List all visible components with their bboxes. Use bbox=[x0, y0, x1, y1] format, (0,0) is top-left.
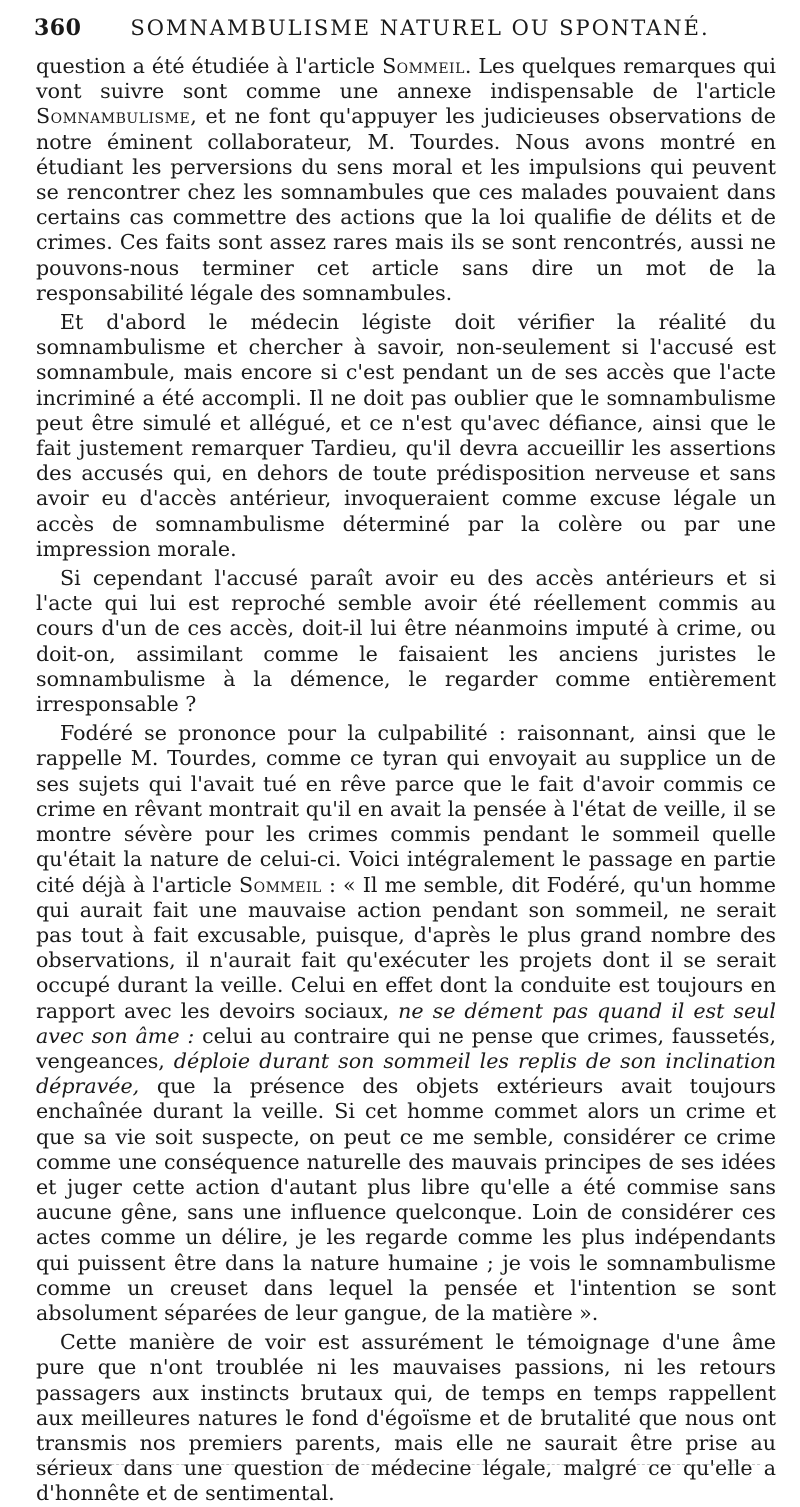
small-caps-reference: Sommeil bbox=[239, 872, 322, 897]
page-number: 360 bbox=[34, 15, 82, 41]
small-caps-reference: Somnambulisme bbox=[36, 104, 191, 129]
paragraph-1 bbox=[36, 54, 776, 306]
body-text bbox=[36, 54, 776, 1507]
paragraph-2: Et d'abord le médecin légiste doit vérifier la réalité du somnambulisme et chercher à savoir, non-seulement si l'accusé est somnambule, mais encore si c'est pendant un de ses accès que l'acte incriminé a été accompli. Il ne doit pas oublier que le somnambulisme peut être simulé et allégué, et ce n'est qu'avec défiance, ainsi que le fait justement remarquer Tardieu, qu'il devra accueillir les assertions des accusés qui, en dehors de toute prédisposition nerveuse et sans avoir eu d'accès antérieur, invoqueraient comme excuse légale un accès de somnambulisme déterminé par la colère ou par une impression morale. bbox=[36, 310, 776, 561]
text-run: , et ne font qu'appuyer les judicieuses observations de notre éminent collaborateur, M. Tourdes. Nous avons montré en étudiant les perversions du sens moral et les impulsions qui peuvent se rencontrer chez les somnambules que ces malades pouvaient dans certains cas commettre des actions que la loi qualifie de délits et de crimes. Ces faits sont assez rares mais ils se sont rencontrés, aussi ne pouvons-nous terminer cet article sans dire un mot de la responsabilité légale des somnambules. bbox=[36, 104, 776, 305]
paragraph-5: Cette manière de voir est assurément le témoignage d'une âme pure que n'ont troublée ni les mauvaises passions, ni les retours passagers aux instincts brutaux qui, de temps en temps rappellent aux meilleures natures le fond d'égoïsme et de brutalité que nous ont transmis nos premiers parents, mais elle ne saurait être prise au sérieux dans une question de médecine légale, malgré ce qu'elle a d'honnête et de sentimental. bbox=[36, 1330, 776, 1506]
italic-quote: déploie durant son sommeil les replis de son inclination dépravée, bbox=[36, 1048, 776, 1099]
paragraph-4 bbox=[36, 721, 776, 1326]
paragraph-3: Si cependant l'accusé paraît avoir eu des accès antérieurs et si l'acte qui lui est reproché semble avoir été réellement commis au cours d'un de ces accès, doit-il lui être néanmoins imputé à crime, ou doit-on, assimilant comme le faisaient les anciens juristes le somnambulisme à la démence, le regarder comme entièrement irresponsable ? bbox=[36, 566, 776, 717]
page-header bbox=[30, 6, 770, 50]
footer-rule bbox=[36, 1464, 760, 1465]
text-run: Fodéré se prononce pour la culpabilité : raisonnant, ainsi que le rappelle M. Tourdes, comme ce tyran qui envoyait au supplice un de ses sujets qui l'avait tué en rêve parce que le fait d'avoir commis ce crime en rêvant montrait qu'il en avait la pensée à l'état de veille, il se montre sévère pour les crimes commis pendant le sommeil quelle qu'était la nature de celui-ci. Voici intégralement le passage en partie cité déjà à l'article bbox=[36, 721, 776, 897]
text-run: que la présence des objets extérieurs avait toujours enchaînée durant la veille. Si cet homme commet alors un crime et que sa vie soit suspecte, on peut ce me semble, considérer ce crime comme une conséquence naturelle des mauvais principes de ses idées et juger cette action d'autant plus libre qu'elle a été commise sans aucune gêne, sans une influence quelconque. Loin de considérer ces actes comme un délire, je les regarde comme les plus indépendants qui puissent être dans la nature humaine ; je vois le somnambulisme comme un creuset dans lequel la pensée et l'intention se sont absolument séparées de leur gangue, de la matière ». bbox=[36, 1074, 776, 1325]
running-title: SOMNAMBULISME NATUREL OU SPONTANÉ. bbox=[130, 16, 710, 40]
italic-quote: ne se dément pas quand il est seul avec son âme : bbox=[36, 998, 776, 1048]
text-run: . Les quelques remarques qui vont suivre sont comme une annexe indispensable de l'article bbox=[36, 54, 776, 104]
text-run: question a été étudiée à l'article bbox=[36, 54, 383, 78]
text-run: : « Il me semble, dit Fodéré, qu'un homme qui aurait fait une mauvaise action pendant son sommeil, ne serait pas tout à fait excusable, puisque, d'après le plus grand nombre des observations, il n'aurait fait qu'exécuter les projets dont il se serait occupé durant la veille. Celui en effet dont la conduite est toujours en rapport avec les devoirs sociaux, bbox=[36, 872, 776, 1023]
small-caps-reference: Sommeil bbox=[382, 54, 465, 78]
text-run: celui au contraire qui ne pense que crimes, faussetés, vengeances, bbox=[36, 1023, 776, 1073]
